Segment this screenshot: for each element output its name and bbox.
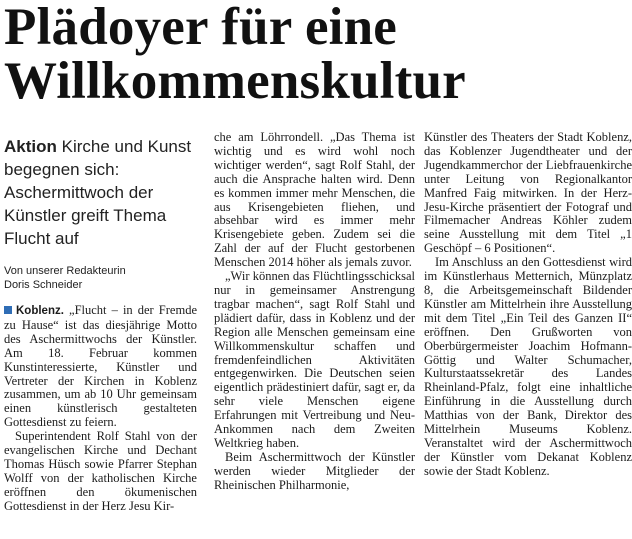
- paragraph-4-start: Beim Aschermittwoch der Künstler werden wieder Mitglieder der Rheinischen Philharmonie,: [214, 449, 415, 492]
- paragraph-2-end: che am Löhrrondell. „Das Thema ist wichtig und es wird wohl noch wichtiger werden“, sagt Rolf Stahl, der auch die Ansprache halten wird. Denn es kommen immer mehr Menschen, die aus Krisengebieten fliehen, und absehbar wird es immer mehr Krisengebiete geben. Zudem sei die Zahl der auf der Flucht gestorbenen Menschen 2014 höher als jemals zuvor.: [214, 130, 415, 270]
- column-3: [424, 131, 632, 479]
- section-marker-icon: [4, 306, 12, 314]
- paragraph-2-start: Superintendent Rolf Stahl von der evangelischen Kirche und Dechant Thomas Hüsch sowie Pfarrer Stephan Wolff von der katholischen Kirche eröffnen den ökumenischen Gottesdienst in der Herz Jesu Kir-: [4, 429, 197, 513]
- column-2: [214, 131, 415, 493]
- byline: [4, 264, 197, 292]
- paragraph-4-end: Künstler des Theaters der Stadt Koblenz, das Koblenzer Jugendtheater und der Jugendkammerchor der Liebfrauenkirche unter Leitung von Regionalkantor Manfred Faig mitwirken. In der Herz-Jesu-Kirche präsentiert der Fotograf und Filmemacher Andreas Köhler zudem seine Ausstellung mit dem Titel „1 Geschöpf – 6 Positionen“.: [424, 130, 632, 256]
- column-1: [4, 131, 197, 514]
- deck-text: Kirche und Kunst begegnen sich: Aschermittwoch der Künstler greift Thema Flucht auf: [4, 137, 192, 248]
- paragraph-5: Im Anschluss an den Gottesdienst wird im Künstlerhaus Metternich, Münzplatz 8, die Arbeitsgemeinschaft Bildender Künstler am Mittelrhein ihre Ausstellung mit dem Titel „Ein Teil des Ganzen II“ eröffnen. Den Grußworten von Oberbürgermeister Joachim Hofmann-Göttig und Walter Schumacher, Kulturstaatssekretär des Landes Rheinland-Pfalz, folgt eine inhaltliche Einführung in die Ausstellung durch Matthias von der Bank, Direktor des Mittelrhein Museums Koblenz. Veranstaltet wird der Aschermittwoch der Künstler vom Dekanat Koblenz sowie der Stadt Koblenz.: [424, 255, 632, 478]
- headline-line-2: Willkommenskultur: [4, 52, 466, 110]
- headline: [4, 0, 628, 108]
- deck-keyword: Aktion: [4, 137, 57, 156]
- dateline-place: Koblenz.: [16, 305, 64, 317]
- paragraph-1-text: „Flucht – in der Fremde zu Hause“ ist das diesjährige Motto des Aschermittwochs der Künstler. Am 18. Februar kommen Kunstinteressierte, Künstler und Vertreter der Kirchen in Koblenz zusammen, um ab 10 Uhr gemeinsam einen künstlerisch gestalteten Gottesdienst zu feiern.: [4, 303, 197, 430]
- paragraph-3: „Wir können das Flüchtlingsschicksal nur in gemeinsamer Anstrengung tragbar machen“, sagt Rolf Stahl und plädiert dafür, dass in Koblenz und der Region alle Menschen gemeinsam eine Willkommenskultur schaffen und fremdenfeindlichen Aktivitäten entgegenwirken. Die Deutschen seien eigentlich prädestiniert dafür, sagt er, da sehr viele Menschen eigene Erfahrungen mit Vertreibung und Neu-Ankommen nach dem Zweiten Weltkrieg haben.: [214, 269, 415, 450]
- byline-author: Doris Schneider: [4, 279, 83, 291]
- headline-line-1: Plädoyer für eine: [4, 0, 398, 56]
- byline-line-1: Von unserer Redakteurin: [4, 265, 126, 277]
- paragraph-1: [4, 304, 197, 430]
- deck: [4, 135, 197, 250]
